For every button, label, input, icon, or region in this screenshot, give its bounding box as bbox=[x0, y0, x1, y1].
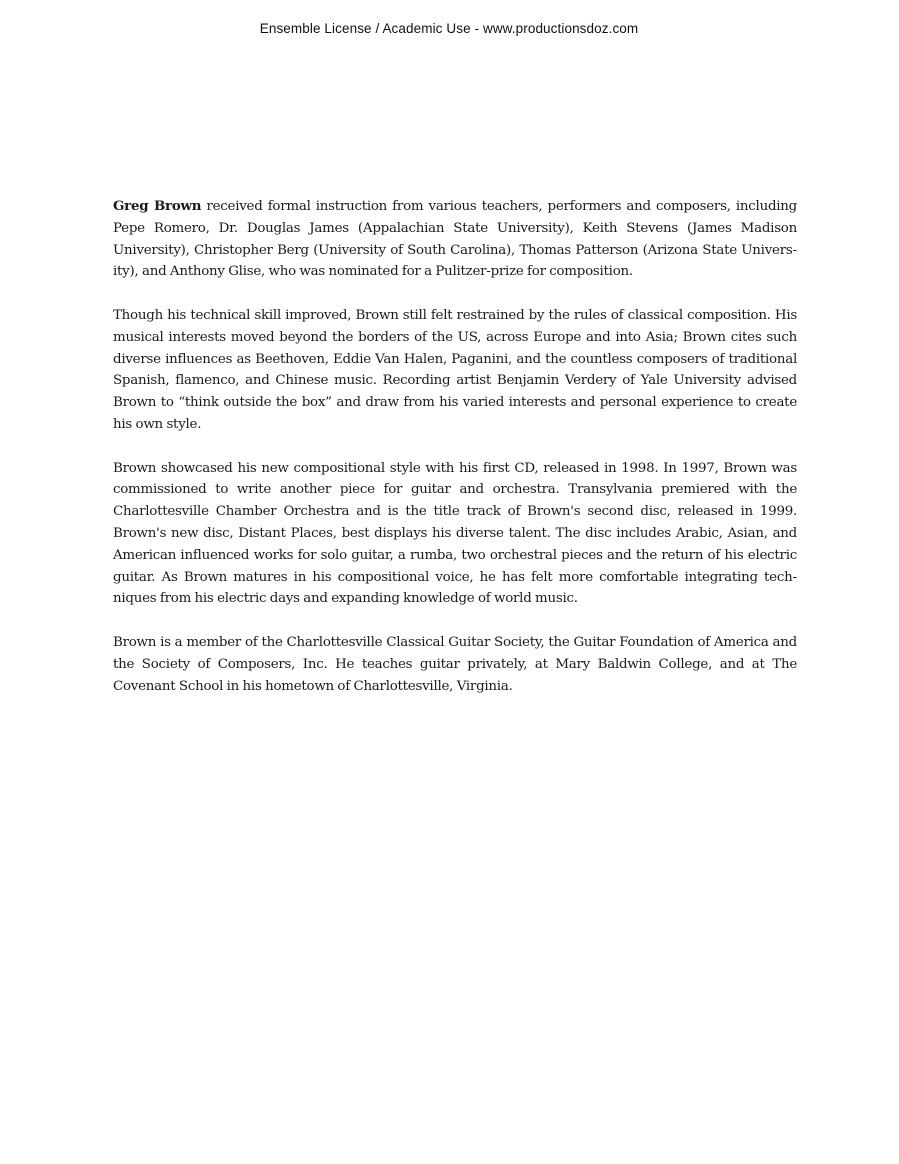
biography-paragraph-3: Brown showcased his new compositional style with his first CD, released in 1998. In 1997, Brown was commissioned to write another piece for guitar and orchestra. Transylvania premiered with the Charlottesville Chamber Orchestra and is the title track of Brown's second disc, released in 1999. Brown's new disc, Distant Places, best displays his diverse talent. The disc includes Arabic, Asian, and American influenced works for solo guitar, a rumba, two orchestral pieces and the return of his electric guitar. As Brown matures in his compositional voice, he has felt more comfortable integrating techniques from his electric days and expanding knowledge of world music. bbox=[113, 460, 797, 607]
biography-body bbox=[113, 196, 797, 697]
biography-paragraph-4: Brown is a member of the Charlottesville Classical Guitar Society, the Guitar Foundation of America and the Society of Composers, Inc. He teaches guitar privately, at Mary Baldwin College, and at The Covenant School in his hometown of Charlottesville, Virginia. bbox=[113, 634, 797, 694]
paragraph-1-text: received formal instruction from various teachers, performers and composers, including Pepe Romero, Dr. Douglas James (Appalachian State University), Keith Stevens (James Madison University), Christopher Berg (University of South Carolina), Thomas Patterson (Arizona State University), and Anthony Glise, who was nominated for a Pulitzer-prize for composition. bbox=[113, 199, 798, 280]
license-header: Ensemble License / Academic Use - www.productionsdoz.com bbox=[259, 21, 639, 36]
biography-paragraph-2: Though his technical skill improved, Brown still felt restrained by the rules of classical composition. His musical interests moved beyond the borders of the US, across Europe and into Asia; Brown cites such diverse influences as Beethoven, Eddie Van Halen, Paganini, and the countless composers of traditional Spanish, flamenco, and Chinese music. Recording artist Benjamin Verdery of Yale University advised Brown to “think outside the box” and draw from his varied interests and personal experience to create his own style. bbox=[113, 307, 797, 432]
composer-name: Greg Brown bbox=[113, 198, 202, 214]
biography-paragraph-1 bbox=[113, 196, 797, 283]
